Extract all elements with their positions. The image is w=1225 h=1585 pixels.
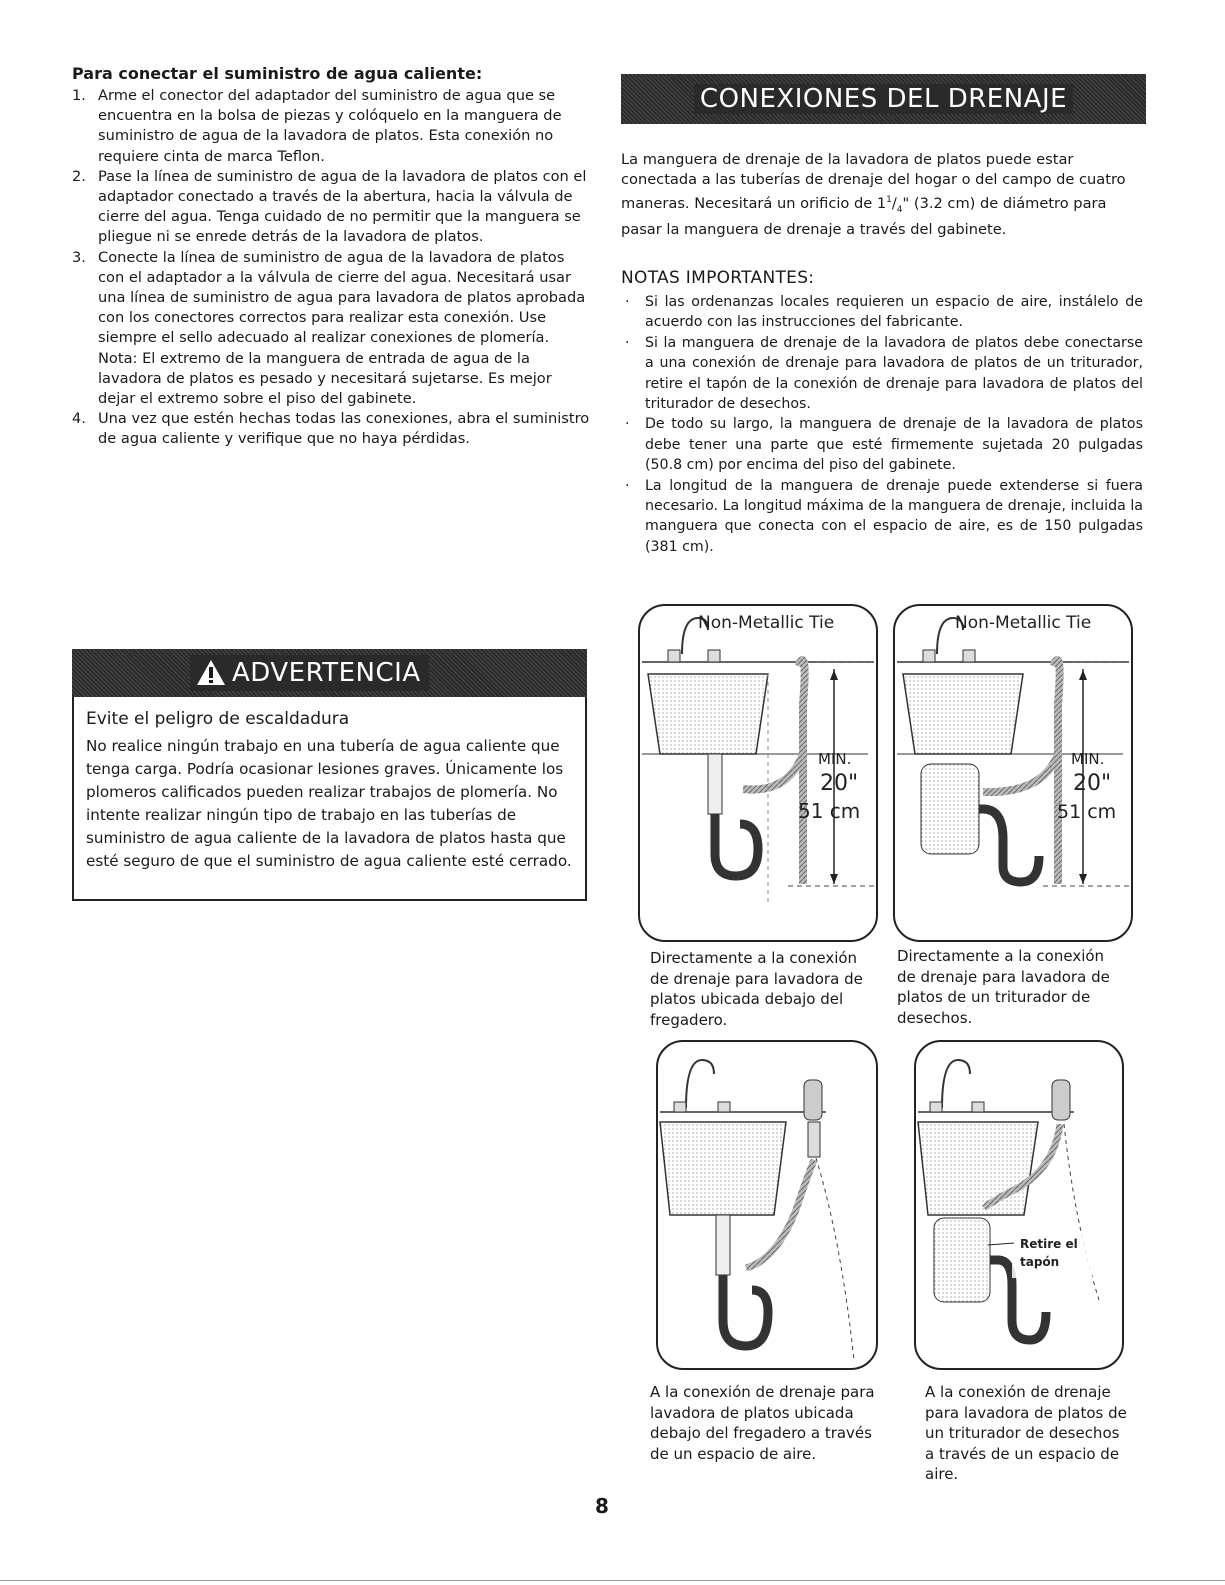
drain-connections-banner: CONEXIONES DEL DRENAJE [621,74,1146,124]
drain-hose [798,660,805,884]
step-3-note: Nota: El extremo de la manguera de entrada de agua de la lavadora de platos es pesado y necesitará sujetarse. Es mejor dejar el extremo sobre el piso del gabinete. [98,349,552,408]
min-cm: 51 cm [798,799,861,823]
step-3: 3. Conecte la línea de suministro de agua de la lavadora de platos con el adaptador a la válvula de cierre del agua. Necesitará usar una línea de suministro de agua para lavadora de platos aprobada con los conectores correctos para realizar esta conexión. Use siempre el sello adecuado al realizar conexiones de plomería. Nota: El extremo de la manguera de entrada de agua de la lavadora de platos es pesado y necesitará sujetarse. Es mejor dejar el extremo sobre el piso del gabinete. [72,248,586,408]
min-label: MIN. [818,750,852,768]
min-label: MIN. [1071,750,1105,768]
tie-label: Non-Metallic Tie [955,613,1092,633]
note-item: · Si la manguera de drenaje de la lavadora de platos debe conectarse a una conexión de drenaje para lavadora de platos de un triturador, retire el tapón de la conexión de drenaje para lavadora de platos del triturador de desechos. [621,333,1143,415]
remove-plug-callout: Retire el tapón [1020,1237,1078,1269]
faucet-icon [942,1060,970,1108]
warning-title: Evite el peligro de escaldadura [86,709,350,729]
sink-basin [660,1122,786,1215]
warning-triangle-icon [196,659,226,686]
step-1: 1. Arme el conector del adaptador del suministro de agua que se encuentra en la bolsa de piezas y colóquelo en la manguera de suministro de agua de la lavadora de platos. Esta conexión no requiere cinta de marca Teflon. [72,87,562,165]
sink-basin [903,674,1023,754]
diagram-air-gap-sink-drain [656,1040,878,1372]
warning-box [72,649,587,901]
diagram-direct-disposer-drain [893,604,1133,944]
faucet-icon [686,1060,714,1108]
min-cm: 51 cm [1057,801,1117,823]
step-4: 4. Una vez que estén hechas todas las conexiones, abra el suministro de agua caliente y verifique que no haya pérdidas. [72,410,590,448]
tie-label: Non-Metallic Tie [698,613,835,633]
air-gap [1052,1080,1070,1120]
min-inches: 20" [1073,771,1112,796]
page-number: 8 [595,1494,609,1518]
note-item: · La longitud de la manguera de drenaje puede extenderse si fuera necesario. La longitud máxima de la manguera de drenaje, incluida la manguera que conecta con el espacio de aire, es de 150 pulgadas (381 cm). [621,476,1143,558]
sink-basin [918,1122,1038,1215]
hot-water-steps [72,86,592,450]
drain-intro-text: La manguera de drenaje de la lavadora de platos puede estar conectada a las tuberías de drenaje del hogar o del campo de cuatro maneras. Necesitará un orificio de $1^1/_4$" (3.2 cm) de diámetro para pasar la manguera de drenaje a través del gabinete. [621,151,1126,238]
bottom-rule [0,1580,1225,1581]
warning-body: No realice ningún trabajo en una tubería de agua caliente que tenga carga. Podría ocasionar lesiones graves. Únicamente los plomeros calificados pueden realizar trabajos de plomería. No intente realizar ningún tipo de trabajo en las tuberías de suministro de agua caliente de la lavadora de platos hasta que esté seguro de que el suministro de agua caliente esté cerrado. [86,737,572,870]
min-inches: 20" [820,771,859,796]
diagram-air-gap-disposer-drain [914,1040,1124,1372]
diagram-1-caption: Directamente a la conexión de drenaje para lavadora de platos ubicada debajo del fregadero. [650,949,863,1029]
hot-water-heading: Para conectar el suministro de agua caliente: [72,64,483,83]
important-notes-list [621,292,1143,557]
note-item: · Si las ordenanzas locales requieren un espacio de aire, instálelo de acuerdo con las instrucciones del fabricante. [621,292,1143,333]
disposer-unit [921,764,979,854]
air-gap [804,1080,822,1120]
hot-water-section [72,64,592,450]
disposer-unit [934,1218,990,1302]
step-2: 2. Pase la línea de suministro de agua de la lavadora de platos con el adaptador conectado a través de la abertura, hacia la válvula de cierre del agua. Tenga cuidado de no permitir que la manguera se pliegue ni se enrede detrás de la lavadora de platos. [72,167,587,246]
diagram-4-caption: A la conexión de drenaje para lavadora de platos de un triturador de desechos a través de un espacio de aire. [925,1383,1127,1483]
sink-basin [648,674,768,754]
drain-hose [1053,660,1060,884]
warning-banner: ADVERTENCIA [72,649,587,697]
important-notes-title: NOTAS IMPORTANTES: [621,268,815,288]
note-item: · De todo su largo, la manguera de drenaje de la lavadora de platos debe tener una parte que esté firmemente sujetada 20 pulgadas (50.8 cm) por encima del piso del gabinete. [621,414,1143,475]
diagram-direct-sink-drain [638,604,878,944]
diagram-3-caption: A la conexión de drenaje para lavadora de platos ubicada debajo del fregadero a través de un espacio de aire. [650,1383,875,1463]
diagram-2-caption: Directamente a la conexión de drenaje para lavadora de platos de un triturador de desechos. [897,947,1110,1027]
